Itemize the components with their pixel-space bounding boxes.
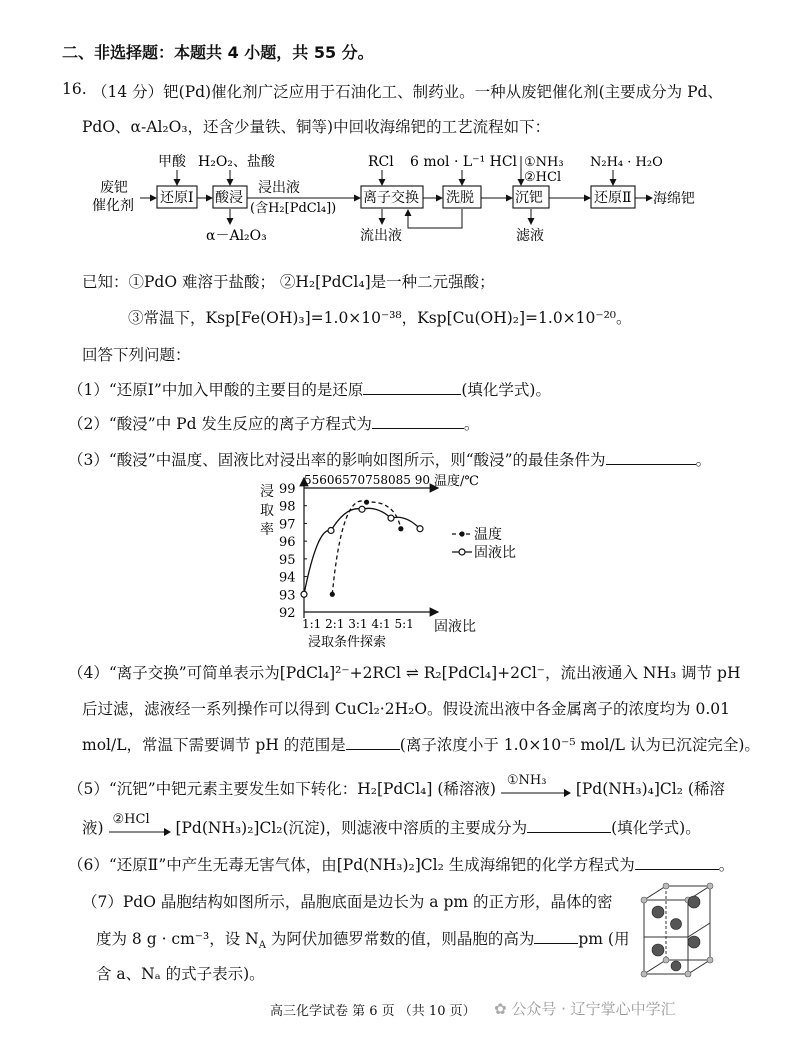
leach-solution-note: (含H₂[PdCl₄]): [250, 201, 337, 216]
byproduct-effluent: 流出液: [360, 228, 402, 244]
flow-step-precipitation-label: 沉钯: [515, 190, 543, 206]
byproduct-filtrate: 滤液: [516, 228, 544, 244]
q1-answer-blank[interactable]: [363, 380, 461, 395]
reagent-formic-acid: 甲酸: [158, 154, 186, 170]
q5-arrow1: ①NH₃: [501, 781, 571, 799]
reagent-rcl: RCl: [368, 154, 394, 170]
process-flow-diagram: [90, 148, 710, 248]
legend-ratio-marker: [459, 549, 465, 555]
y-tick-label: 93: [279, 588, 296, 604]
q4-line2: 后过滤，滤液经一系列操作可以得到 CuCl₂·2H₂O。假设流出液中各金属离子的浓度均为 0.01: [82, 700, 730, 718]
q3: （3）“酸浸”中温度、固液比对浸出率的影响如图所示，则“酸浸”的最佳条件为 。: [68, 451, 712, 469]
q4-answer-blank[interactable]: [346, 735, 400, 750]
bottom-axis-label: 固液比: [434, 619, 476, 635]
q5-line2: 液) ②HCl [Pd(NH₃)₂]Cl₂(沉淀)，则滤液中溶质的主要成分为 (填化学式)。: [82, 812, 701, 837]
reagent-hcl-2: ②HCl: [524, 170, 562, 185]
legend-temperature-label: 温度: [474, 527, 502, 543]
y-axis-label-char: 浸: [260, 484, 274, 500]
flow-product: 海绵钯: [653, 191, 695, 207]
question-intro-line2: PdO、α-Al₂O₃，还含少量铁、铜等)中回收海绵钯的工艺流程如下：: [82, 118, 551, 136]
wechat-icon: ✿: [494, 1000, 507, 1018]
leaching-rate-chart: [256, 470, 526, 652]
flow-step-acid-leach-label: 酸浸: [215, 190, 243, 206]
q7-line1: （7）PdO 晶胞结构如图所示，晶胞底面是边长为 a pm 的正方形，晶体的密: [82, 893, 613, 911]
y-tick-label: 92: [279, 606, 296, 621]
known-line2: ③常温下，Ksp[Fe(OH)₃]=1.0×10⁻³⁸，Ksp[Cu(OH)₂]=1.0×10⁻²⁰。: [128, 309, 632, 327]
q7-line2: 度为 8 g · cm⁻³，设 $N_A$ 为阿伏加德罗常数的值，则晶胞的高为 pm (用: [96, 930, 630, 952]
question-number: 16.: [62, 80, 87, 98]
page-footer: 高三化学试卷 第 6 页 （共 10 页）: [270, 1004, 476, 1019]
section-title: 二、非选择题：本题共 4 小题，共 55 分。: [62, 43, 374, 62]
y-tick-label: 95: [279, 552, 296, 568]
q7-answer-blank[interactable]: [534, 929, 578, 944]
y-tick-label: 98: [279, 499, 296, 515]
q3-answer-blank[interactable]: [606, 450, 696, 465]
y-axis-label-char: 率: [260, 522, 274, 538]
series-temperature-point: [364, 500, 369, 505]
leach-solution-label: 浸出液: [258, 180, 300, 196]
top-axis-ticks: 55606570758085 90: [304, 473, 430, 487]
legend-ratio-label: 固液比: [474, 545, 516, 561]
known-line1: 已知：①PdO 难溶于盐酸； ②H₂[PdCl₄]是一种二元强酸；: [82, 273, 495, 291]
series-ratio-point: [301, 591, 307, 597]
reagent-nh3: ①NH₃: [524, 155, 564, 170]
series-ratio-point: [359, 506, 365, 512]
bottom-axis-caption: 浸取条件探索: [308, 635, 387, 650]
q4-line3: mol/L，常温下需要调节 pH 的范围是 (离子浓度小于 1.0×10⁻⁵ mol/L 认为已沉淀完全)。: [82, 736, 760, 754]
flow-input-line1: 废钯: [100, 180, 128, 196]
q7-line3: 含 a、Nₐ 的式子表示)。: [96, 965, 265, 983]
y-tick-label: 99: [279, 482, 296, 497]
answer-prompt: 回答下列问题：: [82, 346, 191, 364]
flow-step-reduction1-label: 还原Ⅰ: [160, 190, 194, 206]
q1: （1）“还原Ⅰ”中加入甲酸的主要目的是还原 (填化学式)。: [68, 381, 551, 399]
y-tick-label: 97: [279, 517, 296, 533]
watermark: ✿ 公众号 · 辽宁掌心中学汇: [494, 1000, 676, 1018]
legend-temperature-marker: [459, 531, 464, 536]
q6: （6）“还原Ⅱ”中产生无毒无害气体，由[Pd(NH₃)₂]Cl₂ 生成海绵钯的化学方程式为 。: [68, 856, 735, 874]
flow-input-line2: 催化剂: [92, 198, 134, 214]
question-intro-line1: （14 分）钯(Pd)催化剂广泛应用于石油化工、制药业。一种从废钯催化剂(主要成分为 Pd、: [92, 83, 723, 101]
y-axis-label-char: 取: [260, 503, 274, 519]
reagent-6m-hcl: 6 mol · L⁻¹ HCl: [410, 154, 518, 170]
reagent-hydrazine: N₂H₄ · H₂O: [590, 155, 663, 170]
series-ratio-point: [417, 526, 423, 532]
q2: （2）“酸浸”中 Pd 发生反应的离子方程式为 。: [68, 415, 480, 433]
flow-step-reduction2-label: 还原Ⅱ: [594, 190, 632, 206]
q4-line1: （4）“离子交换”可简单表示为[PdCl₄]²⁻+2RCl ⇌ R₂[PdCl₄]+2Cl⁻，流出液通入 NH₃ 调节 pH: [68, 664, 741, 682]
series-ratio-point: [328, 528, 334, 534]
pdo-unit-cell-icon: [636, 880, 718, 988]
q5-arrow2: ②HCl: [109, 820, 171, 838]
q2-answer-blank[interactable]: [372, 414, 464, 429]
q5-answer-blank[interactable]: [527, 818, 611, 833]
series-temperature-point: [398, 526, 403, 531]
q6-answer-blank[interactable]: [635, 855, 719, 870]
y-tick-label: 96: [279, 535, 296, 551]
series-ratio-line: [304, 508, 420, 594]
top-axis-label: 温度/℃: [434, 474, 479, 489]
series-temperature-point: [330, 592, 335, 597]
q5-line1: （5）“沉钯”中钯元素主要发生如下转化：H₂[PdCl₄] (稀溶液) ①NH₃ [Pd(NH₃)₄]Cl₂ (稀溶: [68, 773, 725, 798]
flow-step-elution-label: 洗脱: [446, 190, 474, 206]
byproduct-alumina: α－Al₂O₃: [206, 228, 267, 244]
reagent-h2o2-hcl: H₂O₂、盐酸: [198, 154, 275, 170]
y-tick-label: 94: [279, 570, 296, 586]
bottom-axis-ticks: 1:1 2:1 3:1 4:1 5:1: [302, 617, 414, 631]
flow-step-ion-exchange-label: 离子交换: [363, 190, 419, 206]
series-ratio-point: [388, 515, 394, 521]
